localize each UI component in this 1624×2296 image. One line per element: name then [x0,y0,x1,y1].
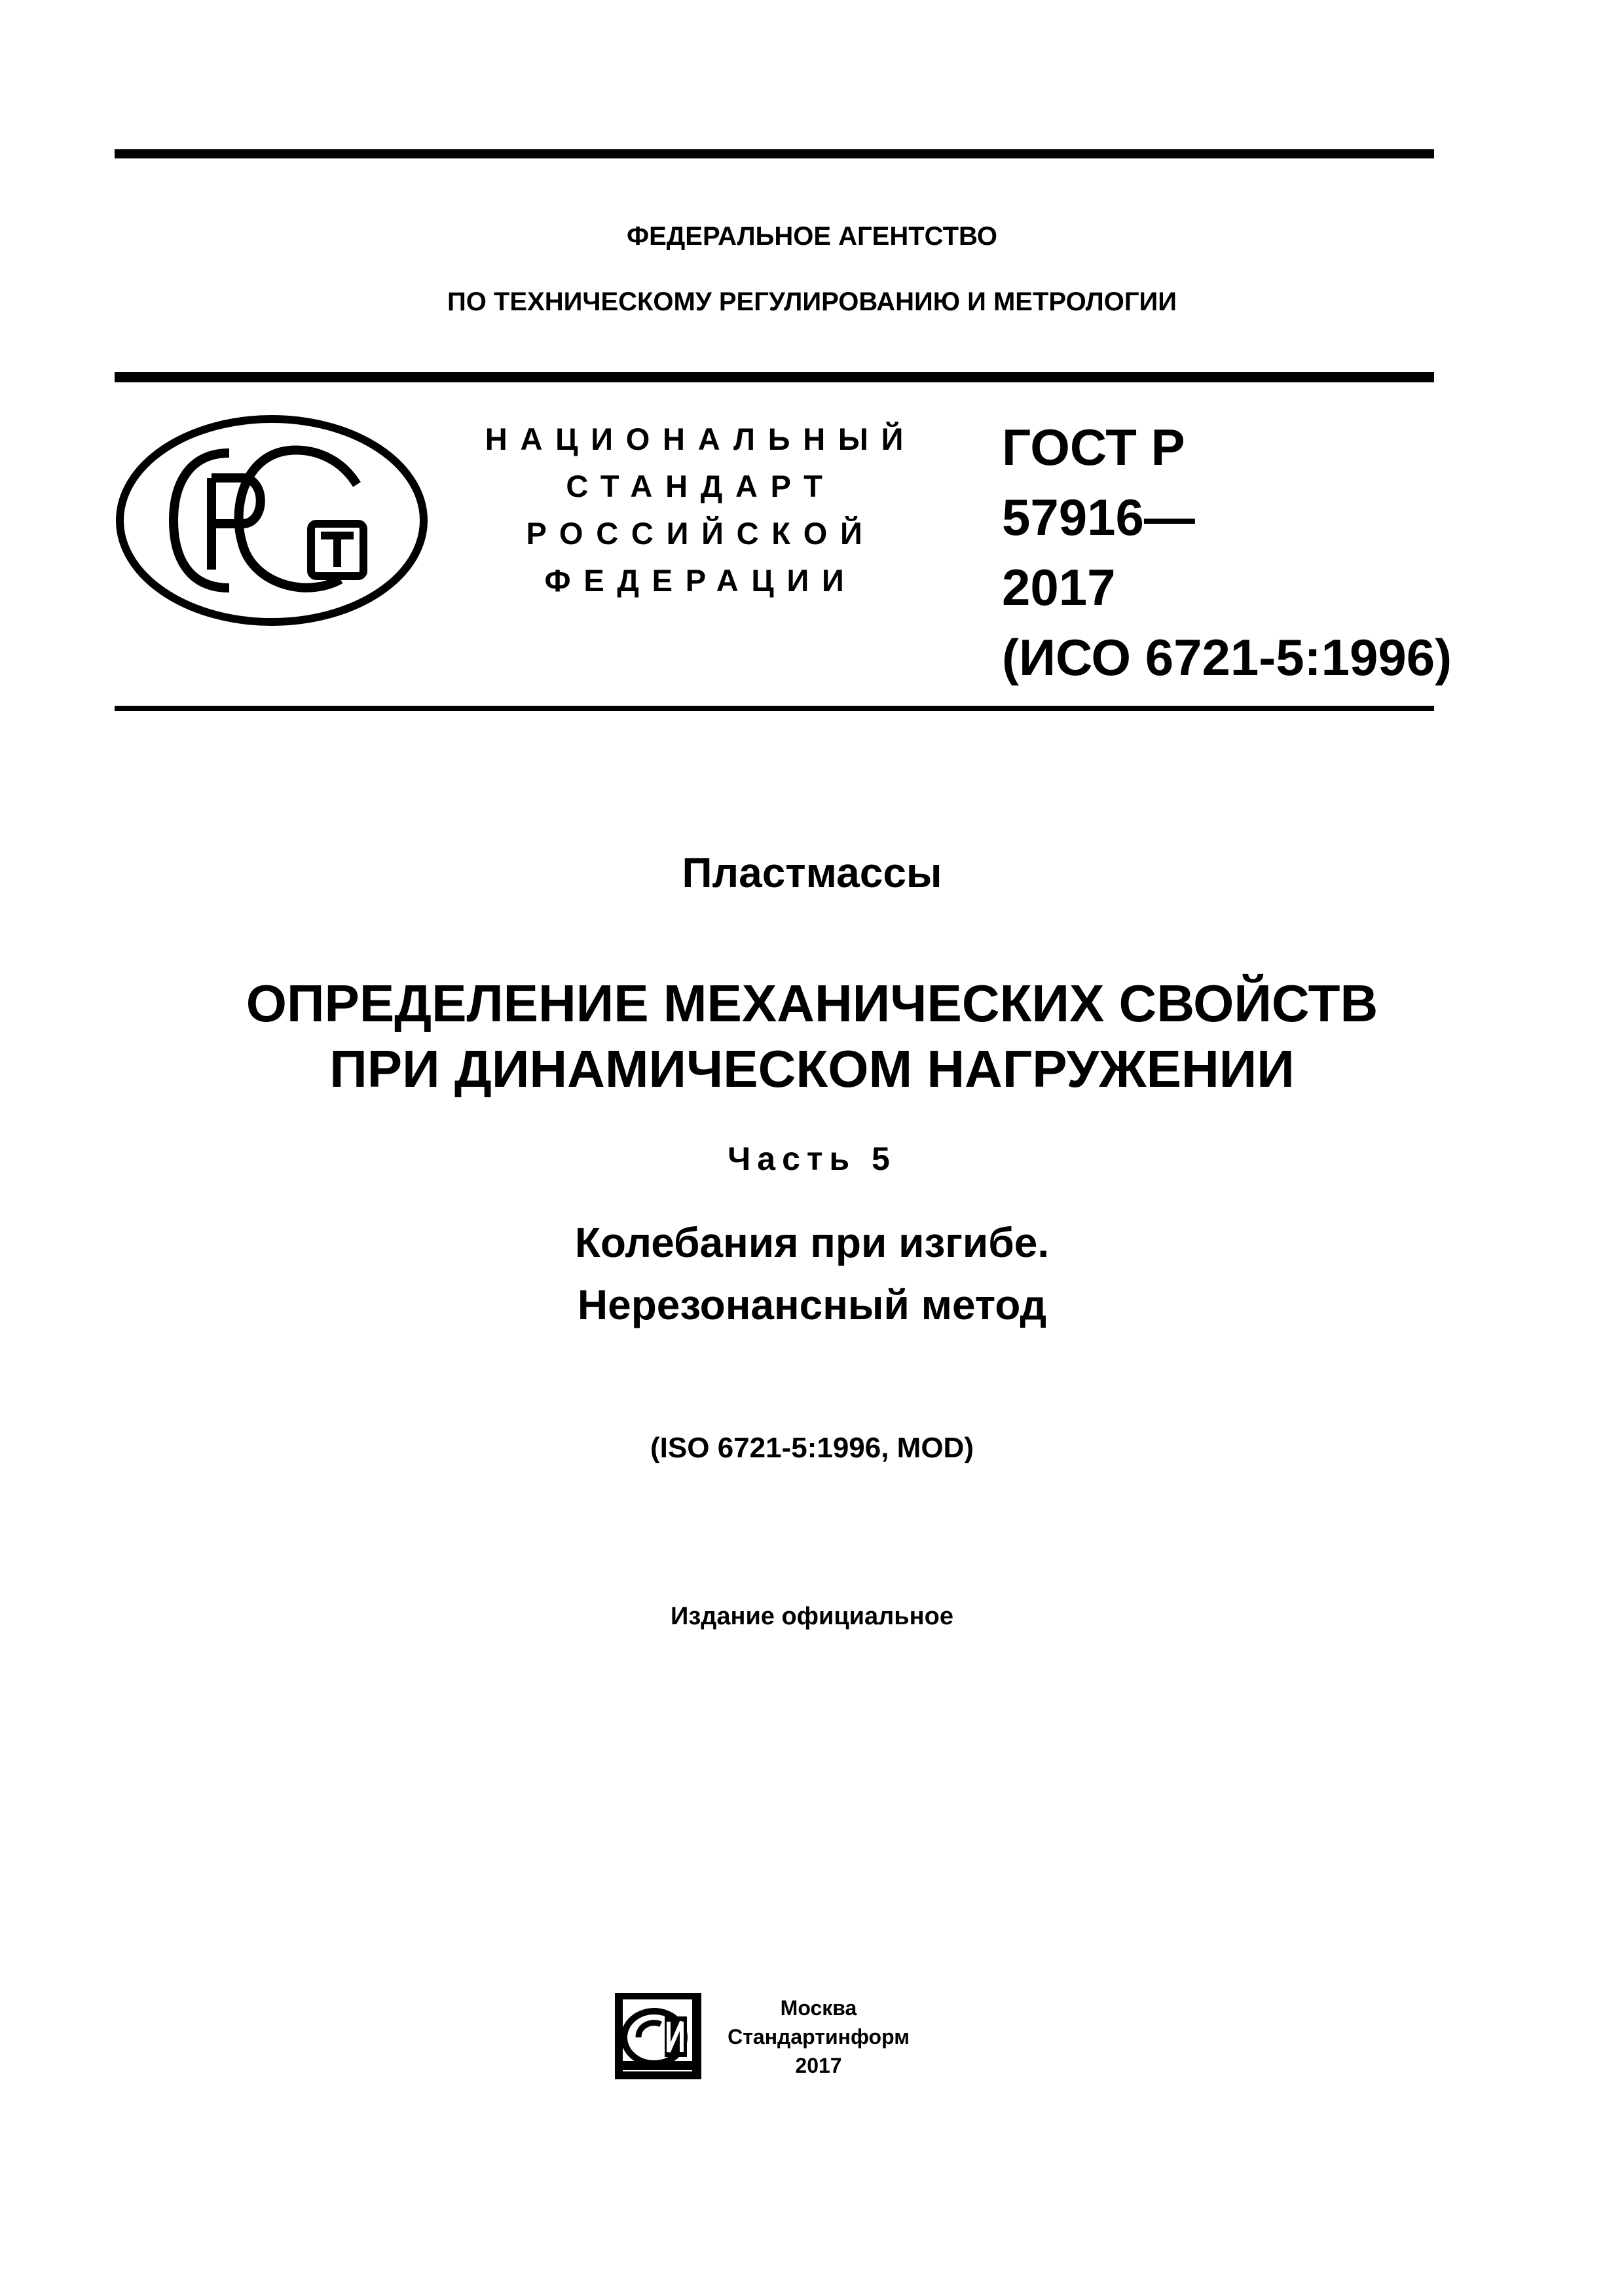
agency-line-2: ПО ТЕХНИЧЕСКОМУ РЕГУЛИРОВАНИЮ И МЕТРОЛОГИИ [447,287,1177,316]
rst-mark-icon [115,412,429,629]
national-line-1: НАЦИОНАЛЬНЫЙ [485,422,917,456]
national-line-2: СТАНДАРТ [566,469,836,503]
national-line-3: РОССИЙСКОЙ [526,516,876,551]
standartinform-logo-icon [612,1990,704,2082]
publisher-info [724,1995,913,2078]
subtitle-line-2: Нерезонансный метод [577,1281,1047,1328]
publisher-name: Стандартинформ [728,2025,910,2049]
publisher-city: Москва [780,1996,857,2020]
edition-note: Издание официальное [671,1603,953,1630]
iso-reference: (ISO 6721-5:1996, MOD) [650,1432,974,1464]
main-title-line-2: ПРИ ДИНАМИЧЕСКОМ НАГРУЖЕНИИ [329,1040,1295,1098]
main-title-line-1: ОПРЕДЕЛЕНИЕ МЕХАНИЧЕСКИХ СВОЙСТВ [246,974,1378,1032]
gost-line-3: 2017 [1002,558,1116,616]
subtitle-line-1: Колебания при изгибе. [574,1219,1050,1266]
national-line-4: ФЕДЕРАЦИИ [544,563,857,598]
national-standard-label [452,416,950,604]
part-number: Часть 5 [728,1140,896,1177]
publisher-year: 2017 [795,2054,842,2077]
gost-line-1: ГОСТ Р [1002,418,1185,476]
document-subject: Пластмассы [682,849,942,896]
gost-line-4: (ИСО 6721-5:1996) [1002,629,1452,686]
gost-line-2: 57916— [1002,488,1195,546]
top-rule [115,149,1434,158]
agency-line-1: ФЕДЕРАЛЬНОЕ АГЕНТСТВО [626,222,998,251]
standard-block-bottom-rule [115,706,1434,711]
gost-designation [1002,412,1452,693]
standard-block-top-rule [115,372,1434,382]
